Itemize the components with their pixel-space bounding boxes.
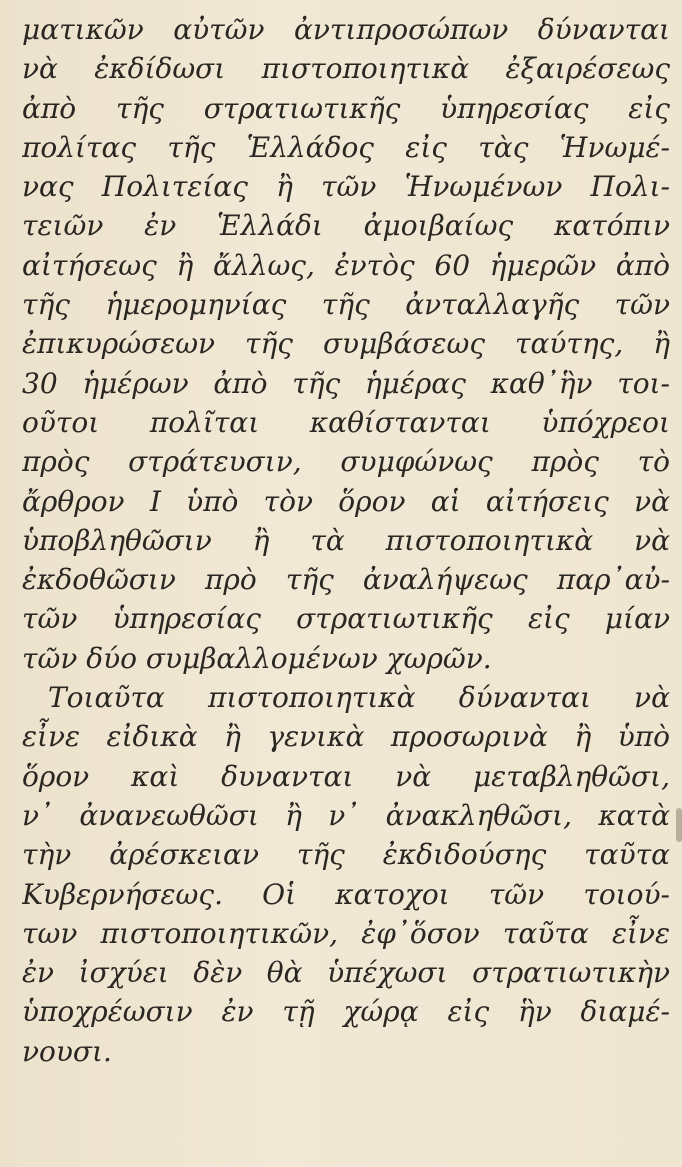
text-line: τειῶν ἐν Ἑλλάδι ἀμοιβαίως κατόπιν (22, 209, 670, 243)
text-line: οῦτοι πολῖται καθίστανται ὑπόχρεοι (22, 405, 670, 439)
text-line: τὴν ἀρέσκειαν τῆς ἐκδιδούσης ταῦτα (22, 838, 670, 872)
text-line: ἀπὸ τῆς στρατιωτικῆς ὑπηρεσίας εἰς (22, 91, 670, 125)
text-line: νὰ ἐκδίδωσι πιστοποιητικὰ ἐξαιρέσεως (22, 52, 670, 86)
text-line: ἄρθρον I ὑπὸ τὸν ὅρον αἱ αἰτήσεις νὰ (22, 484, 670, 518)
text-line: εἶνε εἰδικὰ ἢ γενικὰ προσωρινὰ ἢ ὑπὸ (22, 720, 670, 754)
text-line: τῶν ὑπηρεσίας στρατιωτικῆς εἰς μίαν (22, 602, 670, 636)
text-line: τῆς ἡμερομηνίας τῆς ἀνταλλαγῆς τῶν (22, 288, 670, 322)
body-text (22, 10, 670, 1071)
page-edge-mark (676, 808, 682, 842)
text-line: ἐκδοθῶσιν πρὸ τῆς ἀναλήψεως παρ᾽αὐ- (22, 563, 670, 597)
text-line: ὑποβληθῶσιν ἢ τὰ πιστοποιητικὰ νὰ (22, 523, 670, 557)
text-line: ἐπικυρώσεων τῆς συμβάσεως ταύτης, ἢ (22, 327, 670, 361)
text-line: πολίτας τῆς Ἑλλάδος εἰς τὰς Ἡνωμέ- (22, 130, 670, 164)
text-line: ματικῶν αὐτῶν ἀντιπροσώπων δύνανται (22, 13, 670, 46)
text-line: αἰτήσεως ἢ ἄλλως, ἐντὸς 60 ἡμερῶν ἀπὸ (22, 248, 670, 282)
text-line: Κυβερνήσεως. Οἱ κατοχοι τῶν τοιού- (22, 877, 670, 911)
text-line: τῶν δύο συμβαλλομένων χωρῶν. (22, 641, 492, 675)
text-line: των πιστοποιητικῶν, ἐφ᾽ὅσον ταῦτα εἶνε (22, 916, 670, 950)
text-line: πρὸς στράτευσιν, συμφώνως πρὸς τὸ (22, 445, 670, 479)
paragraph-first-line: Τοιαῦτα πιστοποιητικὰ δύνανται νὰ (48, 681, 670, 715)
text-line: ἐν ἰσχύει δὲν θὰ ὑπέχωσι στρατιωτικὴν (22, 956, 670, 990)
text-line: νουσι. (22, 1034, 112, 1068)
text-line: 30 ἡμέρων ἀπὸ τῆς ἡμέρας καθ᾽ἣν τοι- (22, 366, 670, 400)
text-line: νας Πολιτείας ἢ τῶν Ἡνωμένων Πολι- (22, 170, 670, 204)
text-line: ὅρον καὶ δυνανται νὰ μεταβληθῶσι, (22, 759, 670, 793)
text-line: ν᾽ ἀνανεωθῶσι ἢ ν᾽ ἀνακληθῶσι, κατὰ (22, 798, 670, 832)
text-line: ὑποχρέωσιν ἐν τῇ χώρᾳ εἰς ἣν διαμέ- (22, 995, 670, 1029)
